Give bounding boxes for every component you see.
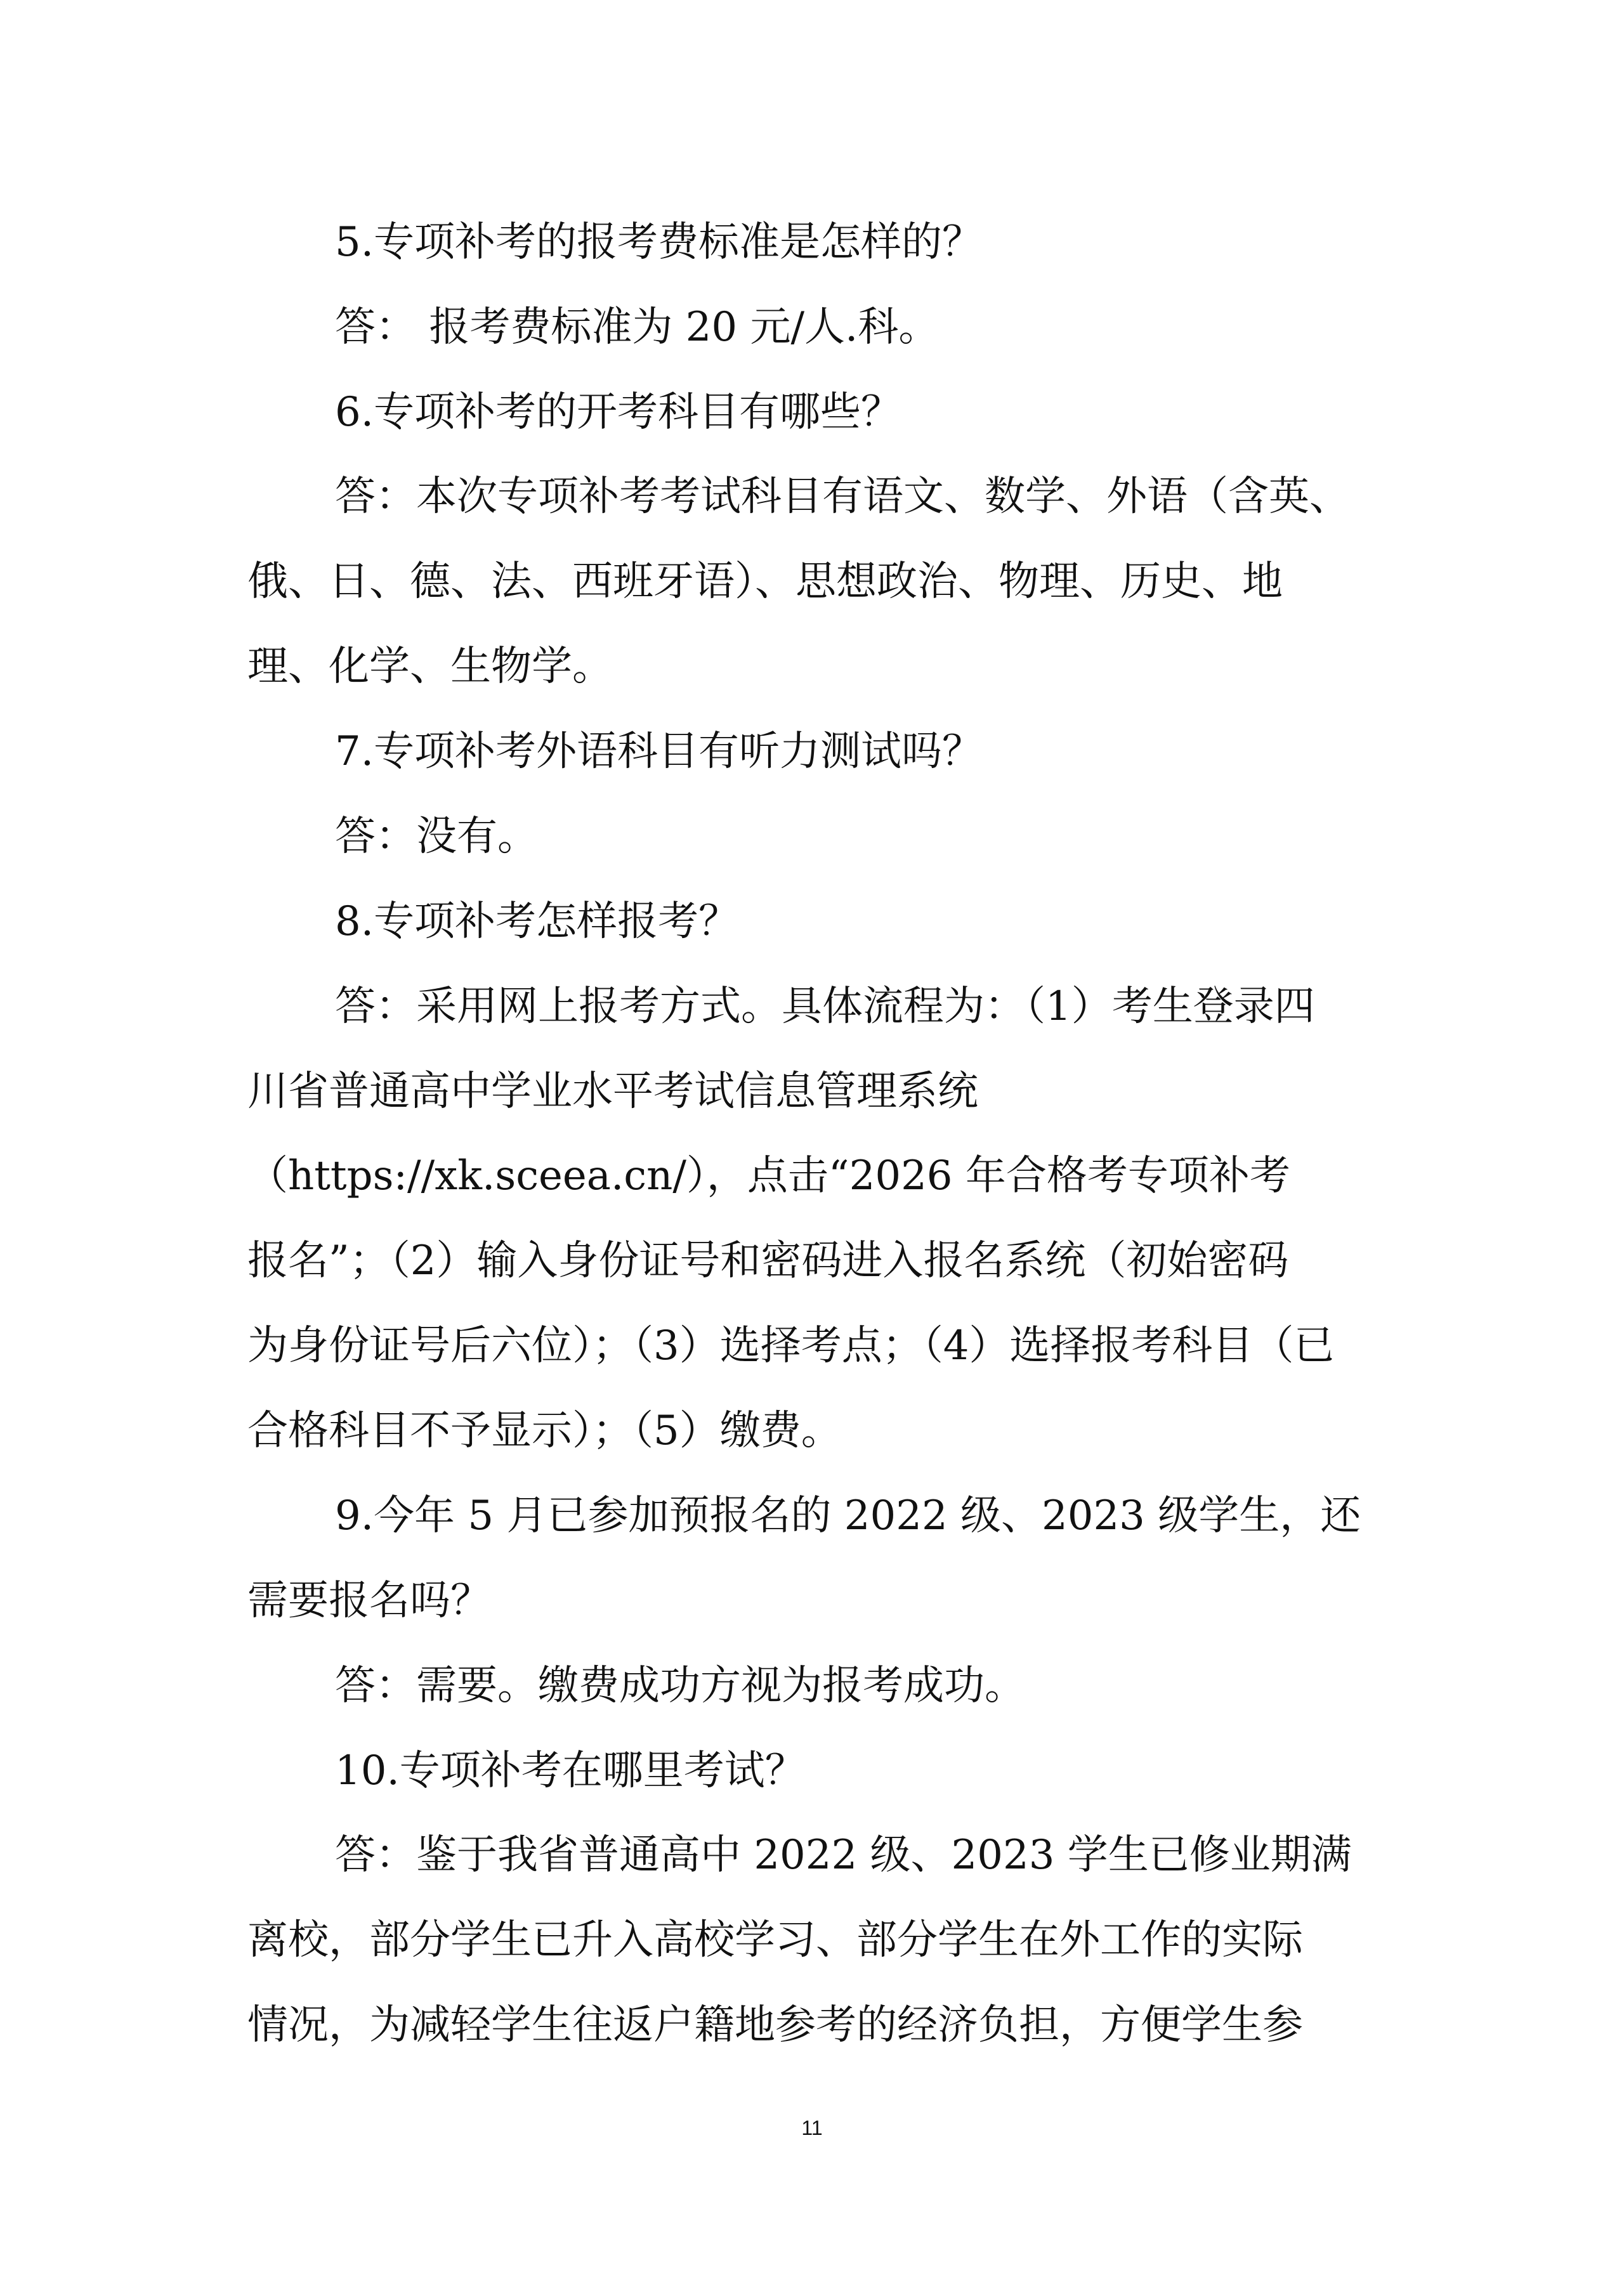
question-9-line-1: 9.今年 5 月已参加预报名的 2022 级、2023 级学生，还 xyxy=(335,1492,1361,1539)
question-7: 7.专项补考外语科目有听力测试吗？ xyxy=(335,728,983,775)
answer-6-line-2: 俄、日、德、法、西班牙语）、思想政治、物理、历史、地 xyxy=(247,558,1283,605)
answer-8-line-3: （https://xk.sceea.cn/），点击“2026 年合格考专项补考 xyxy=(247,1152,1290,1199)
question-5: 5.专项补考的报考费标准是怎样的？ xyxy=(335,219,983,266)
question-8: 8.专项补考怎样报考？ xyxy=(335,898,740,945)
answer-8-line-1: 答：采用网上报考方式。具体流程为：（1）考生登录四 xyxy=(335,983,1315,1030)
page-number: 11 xyxy=(801,2117,823,2139)
answer-8-line-4: 报名”；（2）输入身份证号和密码进入报名系统（初始密码 xyxy=(247,1237,1289,1284)
answer-10-line-1: 答：鉴于我省普通高中 2022 级、2023 学生已修业期满 xyxy=(335,1832,1352,1879)
answer-7: 答：没有。 xyxy=(335,813,538,860)
answer-10-line-2: 离校，部分学生已升入高校学习、部分学生在外工作的实际 xyxy=(247,1917,1303,1964)
question-10: 10.专项补考在哪里考试？ xyxy=(335,1747,806,1794)
question-9-line-2: 需要报名吗？ xyxy=(247,1577,491,1624)
answer-6-line-3: 理、化学、生物学。 xyxy=(247,643,613,690)
answer-9: 答：需要。缴费成功方视为报考成功。 xyxy=(335,1662,1025,1709)
answer-5: 答： 报考费标准为 20 元/人.科。 xyxy=(335,304,940,351)
answer-8-line-6: 合格科目不予显示）；（5）缴费。 xyxy=(247,1407,842,1454)
answer-8-line-5: 为身份证号后六位）；（3）选择考点；（4）选择报考科目（已 xyxy=(247,1322,1335,1369)
question-6: 6.专项补考的开考科目有哪些？ xyxy=(335,389,902,436)
answer-6-line-1: 答：本次专项补考考试科目有语文、数学、外语（含英、 xyxy=(335,473,1350,520)
answer-10-line-3: 情况，为减轻学生往返户籍地参考的经济负担，方便学生参 xyxy=(247,2002,1303,2049)
answer-8-line-2: 川省普通高中学业水平考试信息管理系统 xyxy=(247,1068,978,1115)
